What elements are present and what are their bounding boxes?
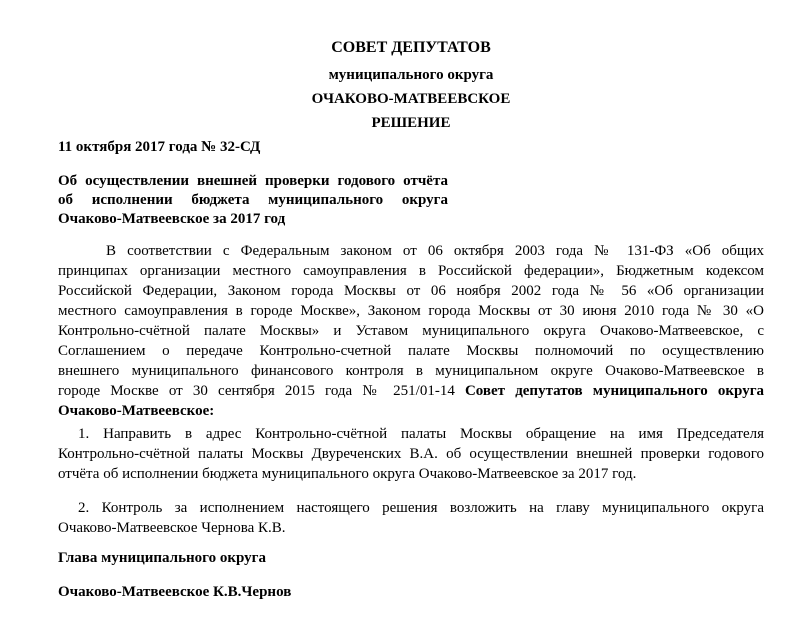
- signature-name: Очаково-Матвеевское К.В.Чернов: [58, 584, 292, 600]
- decision-heading: РЕШЕНИЕ: [371, 115, 451, 131]
- preamble-text: городе Москве от 30 сентября 2015 года № 251/01-14: [58, 383, 465, 399]
- preamble-line: Российской Федерации, Законом города Москвы от 06 ноября 2002 года № 56 «Об организации: [58, 283, 764, 299]
- preamble-tail: Очаково-Матвеевское:: [58, 403, 215, 419]
- preamble-line: [58, 381, 764, 401]
- subject-line: об исполнении бюджета муниципального округа: [58, 192, 448, 208]
- date-number: 11 октября 2017 года № 32-СД: [58, 139, 261, 155]
- item-2-line: Очаково-Матвеевское Чернова К.В.: [58, 520, 286, 536]
- preamble-line: Соглашением о передаче Контрольно-счетной палате Москвы полномочий по осуществлению: [58, 343, 764, 359]
- subject-block: [58, 172, 448, 229]
- preamble-line: внешнего муниципального финансового контроля в муниципальном округе Очаково-Матвеевское в: [58, 363, 764, 379]
- council-bold-text: Совет депутатов муниципального округа: [464, 383, 764, 399]
- preamble-line: местного самоуправления в городе Москве», Законом города Москвы от 30 июня 2010 года № 30 «О: [58, 303, 764, 319]
- preamble-line: В соответствии с Федеральным законом от 06 октября 2003 года № 131-ФЗ «Об общих: [106, 243, 764, 259]
- preamble-line: принципах организации местного самоуправления в Российской федерации», Бюджетным кодексом: [58, 263, 764, 279]
- subject-line: Об осуществлении внешней проверки годового отчёта: [58, 173, 448, 189]
- council-heading: СОВЕТ ДЕПУТАТОВ: [331, 39, 491, 56]
- district-name-heading: ОЧАКОВО-МАТВЕЕВСКОЕ: [311, 91, 511, 107]
- item-1-line: отчёта об исполнении бюджета муниципального округа Очаково-Матвеевское за 2017 год.: [58, 466, 637, 482]
- subject-line: Очаково-Матвеевское за 2017 год: [58, 211, 286, 227]
- item-1-line: 1. Направить в адрес Контрольно-счётной палаты Москвы обращение на имя Председателя: [78, 426, 764, 442]
- signature-title: Глава муниципального округа: [58, 550, 266, 566]
- district-type-heading: муниципального округа: [328, 67, 494, 83]
- item-2-line: 2. Контроль за исполнением настоящего решения возложить на главу муниципального округа: [78, 500, 764, 516]
- preamble-line: Контрольно-счётной палате Москвы» и Уставом муниципального округа Очаково-Матвеевское, с: [58, 323, 764, 339]
- item-1-line: Контрольно-счётной палаты Москвы Двуреченских В.А. об осуществлении внешней проверки годового: [58, 446, 764, 462]
